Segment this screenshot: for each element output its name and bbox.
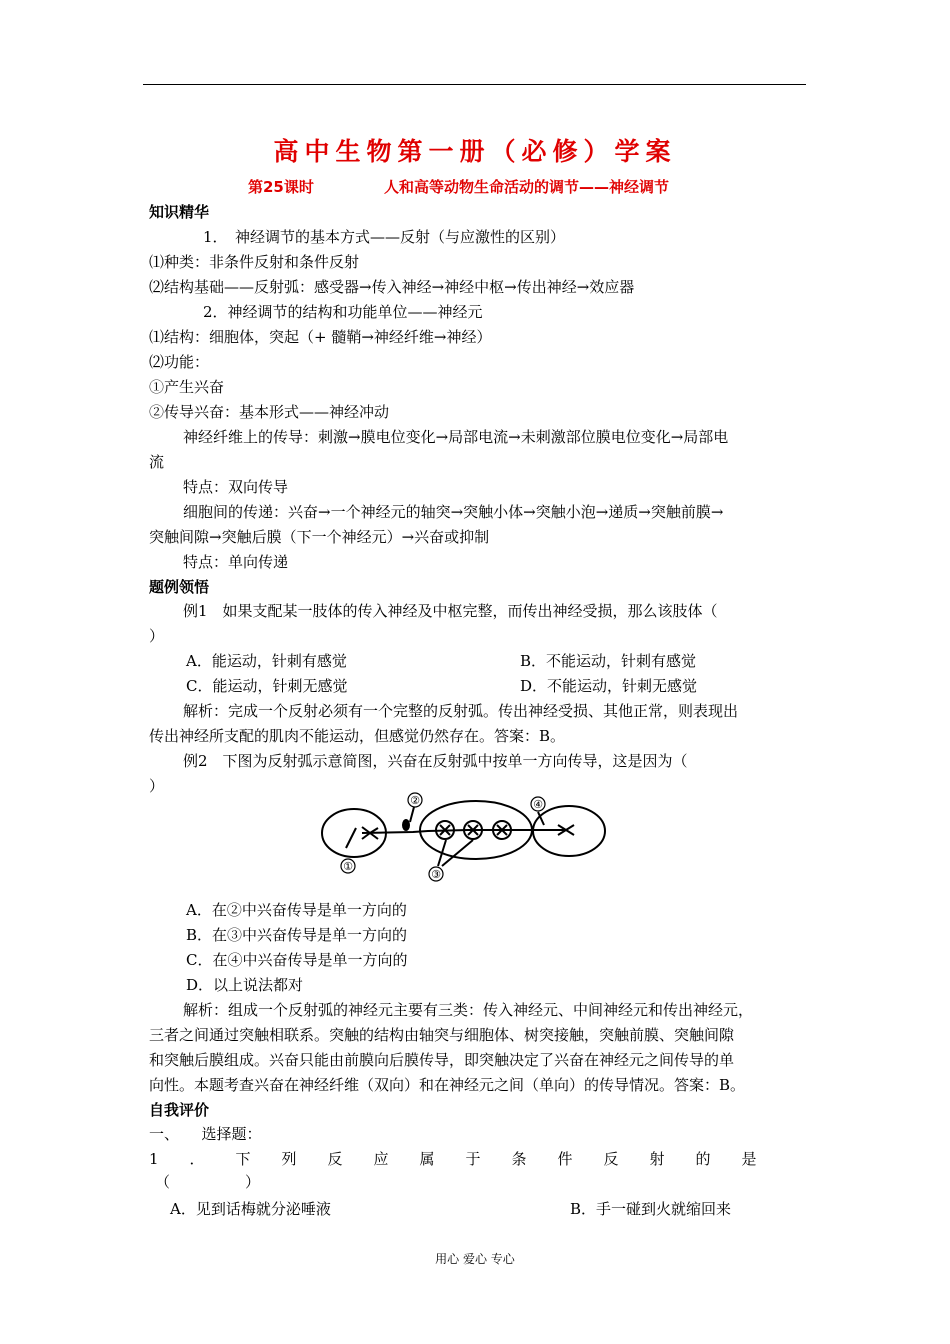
lesson-topic: 人和高等动物生命活动的调节——神经调节 [384, 178, 670, 196]
example2-option-c: C．在④中兴奋传导是单一方向的 [186, 951, 408, 969]
section-heading-self-eval: 自我评价 [149, 1101, 210, 1119]
knowledge-line: 突触间隙→突触后膜（下一个神经元）→兴奋或抑制 [149, 528, 490, 546]
self-eval-part-heading: 一、 选择题： [149, 1125, 262, 1143]
example1-question: 例1 如果支配某一肢体的传入神经及中枢完整，而传出神经受损，那么该肢体（ [183, 602, 718, 620]
example1-question-end: ） [149, 627, 165, 645]
label-3: ③ [431, 868, 441, 881]
example2-analysis: 向性。本题考查兴奋在神经纤维（双向）和在神经元之间（单向）的传导情况。答案：B。 [149, 1076, 746, 1094]
example1-option-d: D．不能运动，针刺无感觉 [520, 677, 698, 695]
reflex-arc-diagram [318, 790, 610, 882]
example2-analysis: 三者之间通过突触相联系。突触的结构由轴突与细胞体、树突接触，突触前膜、突触间隙 [149, 1026, 735, 1044]
knowledge-line: 1． 神经调节的基本方式——反射（与应激性的区别） [203, 228, 566, 246]
knowledge-line: 神经纤维上的传导：刺激→膜电位变化→局部电流→未刺激部位膜电位变化→局部电 [183, 428, 729, 446]
label-4: ④ [533, 798, 543, 811]
label-2-pointer [410, 807, 414, 822]
document-title: 高中生物第一册（必修）学案 [273, 137, 677, 166]
ganglion-cell-body [402, 819, 410, 831]
knowledge-line: 特点：单向传递 [183, 553, 289, 571]
self-eval-question-1-paren: （ ） [155, 1173, 261, 1191]
lesson-number: 第25课时 [248, 178, 314, 196]
example1-analysis: 解析：完成一个反射必须有一个完整的反射弧。传出神经受损、其他正常，则表现出 [183, 702, 739, 720]
example1-option-a: A．能运动，针刺有感觉 [186, 652, 347, 670]
knowledge-line: ⑵功能： [149, 353, 210, 371]
label-1: ① [343, 860, 353, 873]
knowledge-line: 流 [149, 453, 165, 471]
example2-option-b: B．在③中兴奋传导是单一方向的 [186, 926, 408, 944]
self-eval-question-1: 1．下列反应属于条件反射的是 [149, 1150, 788, 1168]
knowledge-line: ⑴结构：细胞体，突起（+ 髓鞘→神经纤维→神经） [149, 328, 492, 346]
example2-analysis: 和突触后膜组成。兴奋只能由前膜向后膜传导，即突触决定了兴奋在神经元之间传导的单 [149, 1051, 735, 1069]
knowledge-line: 细胞间的传递：兴奋→一个神经元的轴突→突触小体→突触小泡→递质→突触前膜→ [183, 503, 724, 521]
example2-question-end: ） [149, 777, 165, 795]
example1-option-c: C．能运动，针刺无感觉 [186, 677, 348, 695]
label-1-pointer [346, 828, 356, 848]
self-eval-option-a: A．见到话梅就分泌唾液 [170, 1200, 331, 1218]
example1-option-b: B．不能运动，针刺有感觉 [520, 652, 697, 670]
knowledge-line: ⑵结构基础——反射弧：感受器→传入神经→神经中枢→传出神经→效应器 [149, 278, 635, 296]
example2-option-d: D．以上说法都对 [186, 976, 304, 994]
example2-analysis: 解析：组成一个反射弧的神经元主要有三类：传入神经元、中间神经元和传出神经元， [183, 1001, 754, 1019]
section-heading-examples: 题例领悟 [149, 578, 210, 596]
knowledge-line: 2．神经调节的结构和功能单位——神经元 [203, 303, 483, 321]
knowledge-line: 特点：双向传导 [183, 478, 289, 496]
knowledge-line: ②传导兴奋：基本形式——神经冲动 [149, 403, 390, 421]
self-eval-option-b: B．手一碰到火就缩回来 [570, 1200, 732, 1218]
example2-question: 例2 下图为反射弧示意简图，兴奋在反射弧中按单一方向传导，这是因为（ [183, 752, 688, 770]
page-footer: 用心 爱心 专心 [435, 1252, 515, 1266]
example1-analysis: 传出神经所支配的肌肉不能运动，但感觉仍然存在。答案：B。 [149, 727, 566, 745]
header-rule [143, 84, 806, 85]
label-2: ② [410, 794, 420, 807]
section-heading-knowledge: 知识精华 [149, 203, 210, 221]
knowledge-line: ⑴种类：非条件反射和条件反射 [149, 253, 360, 271]
example2-option-a: A．在②中兴奋传导是单一方向的 [186, 901, 407, 919]
knowledge-line: ①产生兴奋 [149, 378, 225, 396]
